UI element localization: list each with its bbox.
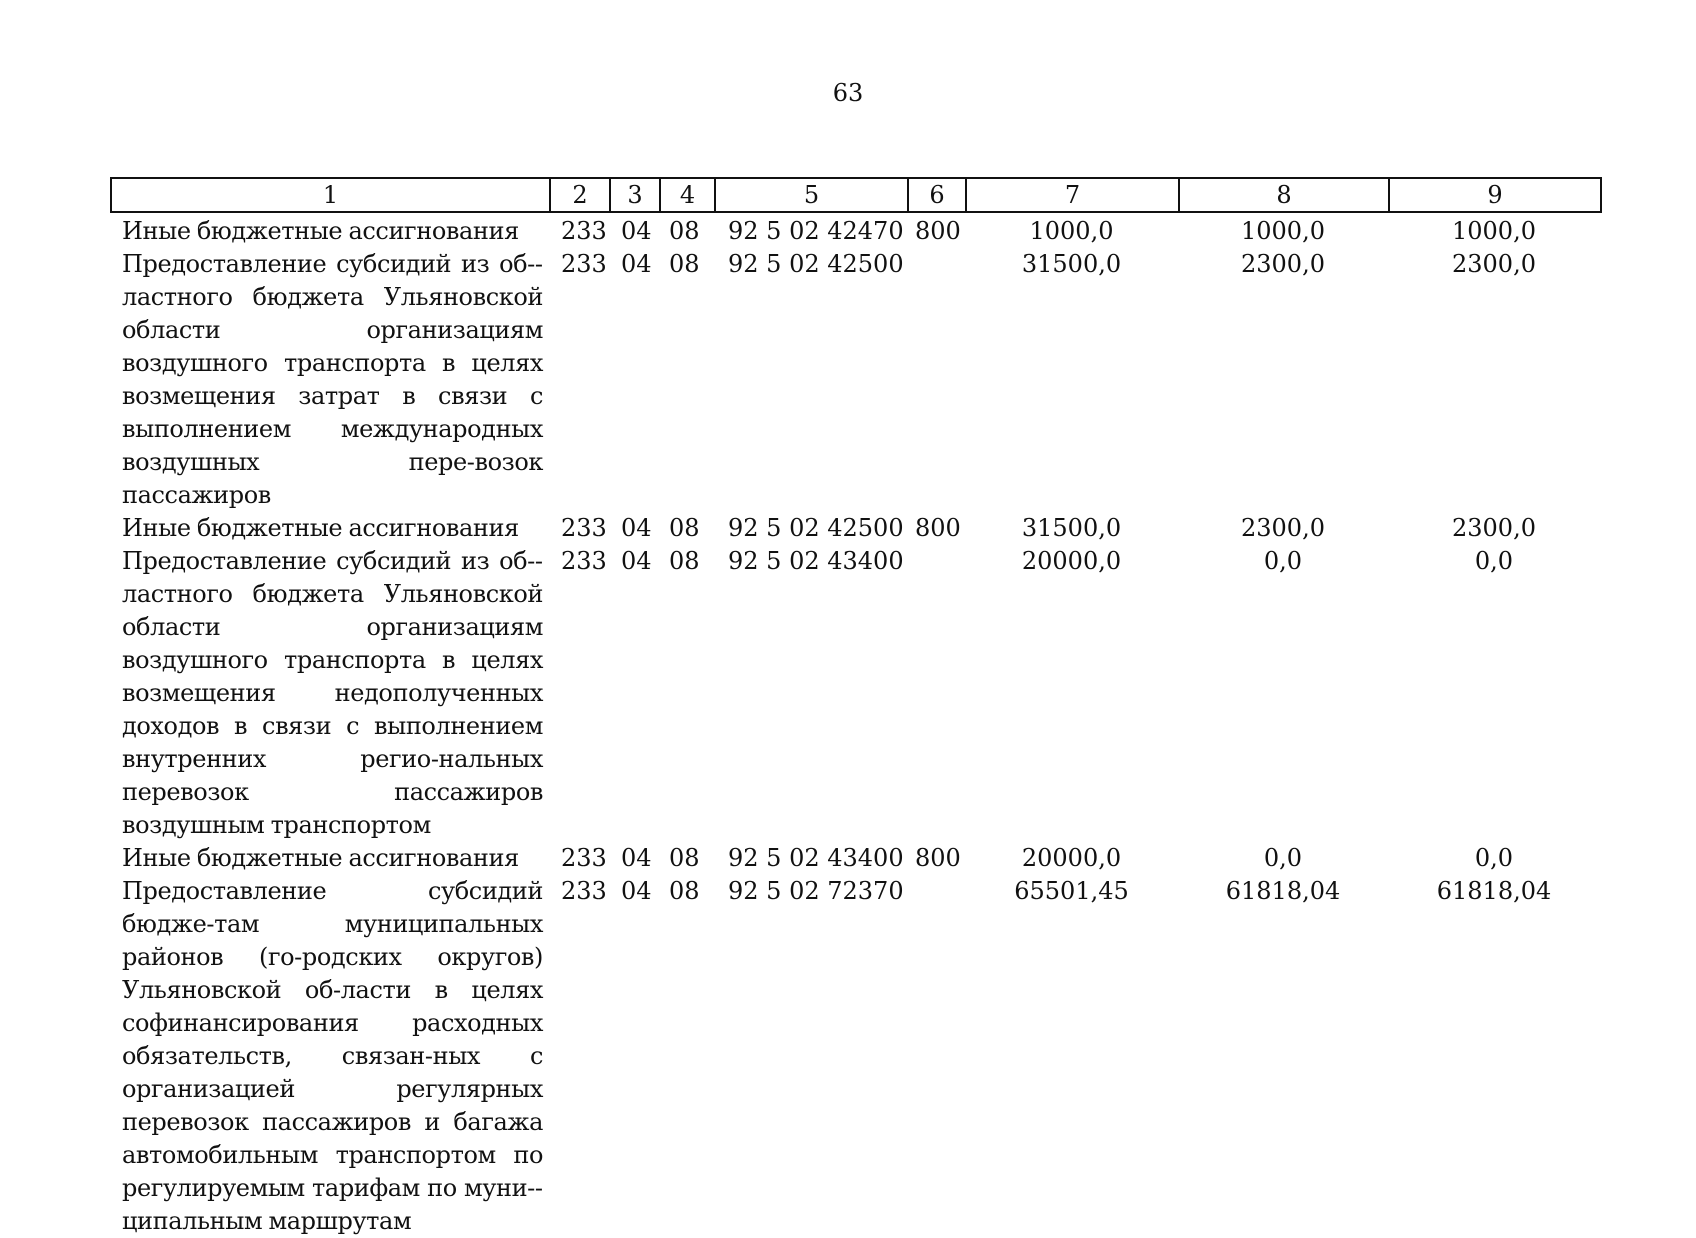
row-code-subsection: 08 — [669, 844, 700, 872]
row-sum-col9: 1000,0 — [1452, 217, 1536, 245]
table-row — [110, 248, 1600, 512]
table-row — [110, 512, 1600, 545]
row-code-subsection: 08 — [669, 877, 700, 905]
row-name: Предоставление субсидий бюдже-там муниципальных районов (го-родских округов) Ульяновской об-ласти в целях софинансирования расходных обязательств, связан-ных с организацией регулярных перевозок пассажиров и багажа автомобильным транспортом по регулируемым тарифам по муни-ципальным маршрутам — [122, 877, 543, 1235]
row-sum-col7: 31500,0 — [1021, 514, 1122, 542]
row-target-article: 92 5 02 43400 — [728, 844, 904, 872]
row-code-section: 04 — [621, 514, 652, 542]
header-col-4: 4 — [660, 178, 715, 212]
table-row — [110, 842, 1600, 875]
header-col-3: 3 — [610, 178, 660, 212]
row-name: Иные бюджетные ассигнования — [122, 514, 519, 542]
page-number: 63 — [832, 79, 864, 107]
row-target-article: 92 5 02 43400 — [728, 547, 904, 575]
row-target-article: 92 5 02 42470 — [728, 217, 904, 245]
row-code-ministry: 233 — [561, 877, 607, 905]
row-sum-col7: 20000,0 — [1021, 844, 1122, 872]
row-code-ministry: 233 — [561, 844, 607, 872]
table-row — [110, 545, 1600, 842]
row-code-ministry: 233 — [561, 547, 607, 575]
row-code-section: 04 — [621, 217, 652, 245]
row-target-article: 92 5 02 42500 — [728, 250, 904, 278]
row-target-article: 92 5 02 72370 — [728, 877, 904, 905]
row-target-article: 92 5 02 42500 — [728, 514, 904, 542]
header-col-2: 2 — [550, 178, 610, 212]
header-col-6: 6 — [908, 178, 966, 212]
row-code-ministry: 233 — [561, 217, 607, 245]
row-name: Предоставление субсидий из об-ластного бюджета Ульяновской области организациям воздушного транспорта в целях возмещения недополученных доходов в связи с выполнением внутренних регио-нальных перевозок пассажиров воздушным транспортом — [122, 547, 543, 839]
row-sum-col8: 0,0 — [1263, 547, 1303, 575]
row-expense-type: 800 — [915, 844, 961, 872]
header-col-8: 8 — [1179, 178, 1389, 212]
row-sum-col7: 1000,0 — [1029, 217, 1114, 245]
table-row — [110, 875, 1600, 1238]
row-name: Иные бюджетные ассигнования — [122, 217, 519, 245]
row-sum-col8: 0,0 — [1263, 844, 1303, 872]
row-sum-col7: 31500,0 — [1021, 250, 1122, 278]
row-expense-type: 800 — [915, 514, 961, 542]
row-sum-col8: 2300,0 — [1241, 250, 1325, 278]
header-col-5: 5 — [715, 178, 908, 212]
row-code-section: 04 — [621, 250, 652, 278]
row-sum-col9: 0,0 — [1474, 547, 1514, 575]
table-header — [110, 177, 1602, 213]
row-code-section: 04 — [621, 844, 652, 872]
row-name: Предоставление субсидий из об-ластного бюджета Ульяновской области организациям воздушного транспорта в целях возмещения затрат в связи с выполнением международных воздушных пере-возок пассажиров — [122, 250, 543, 509]
row-sum-col8: 2300,0 — [1241, 514, 1325, 542]
row-name: Иные бюджетные ассигнования — [122, 844, 519, 872]
row-code-subsection: 08 — [669, 250, 700, 278]
row-code-subsection: 08 — [669, 514, 700, 542]
row-code-section: 04 — [621, 547, 652, 575]
table-row — [110, 215, 1600, 248]
row-expense-type: 800 — [915, 217, 961, 245]
row-sum-col8: 61818,04 — [1225, 877, 1341, 905]
row-sum-col9: 2300,0 — [1452, 514, 1536, 542]
row-sum-col9: 61818,04 — [1436, 877, 1552, 905]
row-sum-col7: 20000,0 — [1021, 547, 1122, 575]
header-col-7: 7 — [966, 178, 1179, 212]
row-sum-col9: 0,0 — [1474, 844, 1514, 872]
table-body — [110, 215, 1600, 1238]
row-sum-col9: 2300,0 — [1452, 250, 1536, 278]
row-code-section: 04 — [621, 877, 652, 905]
row-code-subsection: 08 — [669, 547, 700, 575]
row-sum-col7: 65501,45 — [1014, 877, 1129, 905]
header-col-9: 9 — [1389, 178, 1601, 212]
row-code-ministry: 233 — [561, 514, 607, 542]
row-sum-col8: 1000,0 — [1241, 217, 1325, 245]
row-code-ministry: 233 — [561, 250, 607, 278]
row-code-subsection: 08 — [669, 217, 700, 245]
header-col-1: 1 — [111, 178, 550, 212]
